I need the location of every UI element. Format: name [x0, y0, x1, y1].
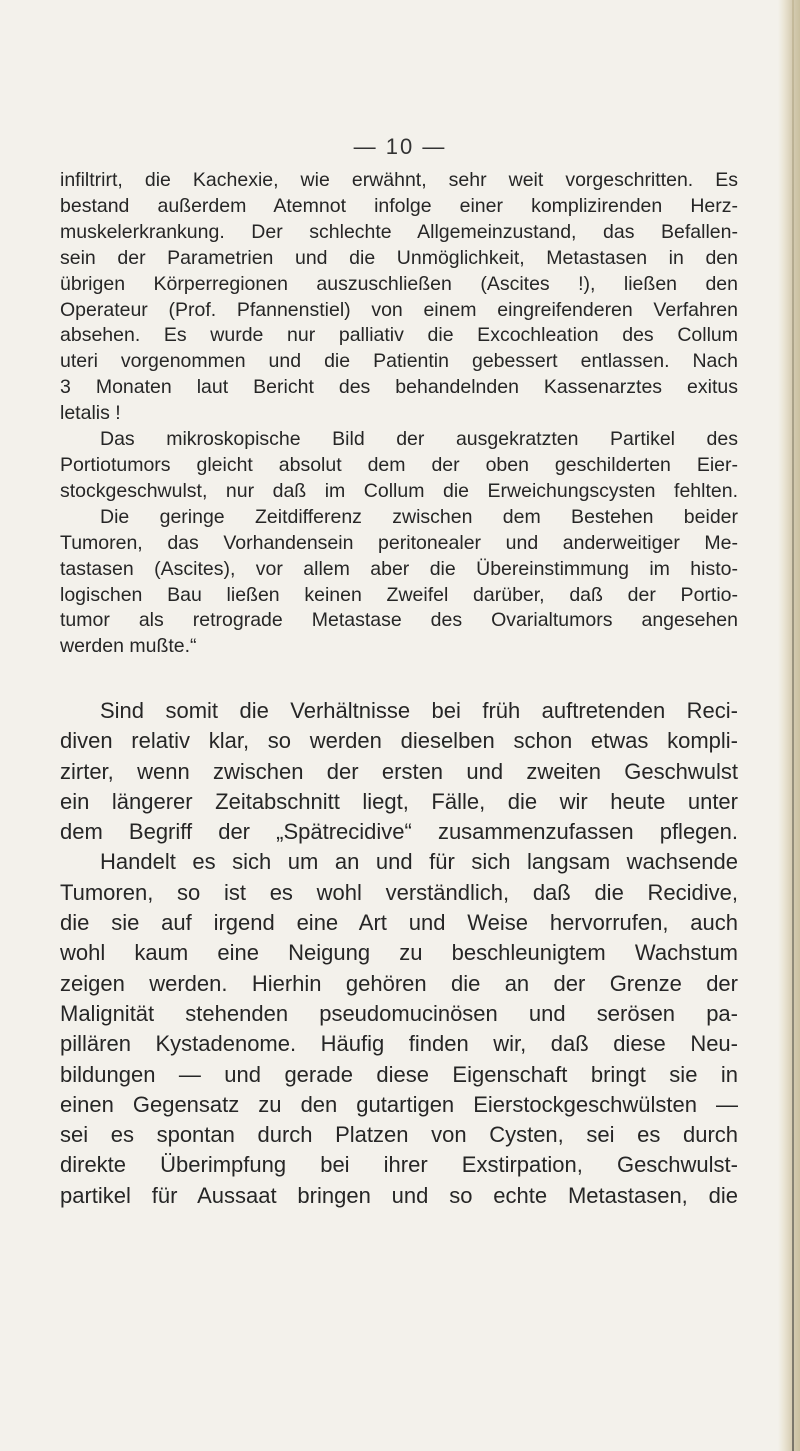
quote-line: Portiotumors gleicht absolut dem der oben geschilderten Eier-	[60, 453, 738, 476]
quote-line: tumor als retrograde Metastase des Ovarialtumors angesehen	[60, 609, 738, 632]
page-number: — 10 —	[353, 134, 447, 159]
quoted-case-report	[60, 168, 738, 660]
body-line: ein längerer Zeitabschnitt liegt, Fälle, die wir heute unter	[60, 788, 738, 814]
body-line: Sind somit die Verhältnisse bei früh auftretenden Reci-	[100, 698, 738, 723]
body-line: zeigen werden. Hierhin gehören die an der Grenze der	[60, 970, 738, 996]
quote-line: Tumoren, das Vorhandensein peritonealer und anderweitiger Me-	[60, 531, 738, 554]
quote-line: absehen. Es wurde nur palliativ die Excochleation des Collum	[60, 324, 738, 347]
body-line: einen Gegensatz zu den gutartigen Eierstockgeschwülsten —	[60, 1091, 738, 1117]
quote-line: werden mußte.“	[60, 635, 197, 658]
quote-line: tastasen (Ascites), vor allem aber die Übereinstimmung im histo-	[60, 557, 738, 580]
body-line: Malignität stehenden pseudomucinösen und serösen pa-	[60, 1000, 738, 1026]
quote-line: übrigen Körperregionen auszuschließen (Ascites !), ließen den	[60, 272, 738, 295]
page-edge-shadow	[778, 0, 800, 1451]
body-line: dem Begriff der „Spätrecidive“ zusammenzufassen pflegen.	[60, 819, 738, 845]
quote-line: muskelerkrankung. Der schlechte Allgemeinzustand, das Befallen-	[60, 220, 738, 243]
body-line: Tumoren, so ist es wohl verständlich, daß die Recidive,	[60, 879, 738, 905]
quote-line: Operateur (Prof. Pfannenstiel) von einem eingreifenderen Verfahren	[60, 298, 738, 321]
quote-line: letalis !	[60, 402, 121, 425]
quote-line: bestand außerdem Atemnot infolge einer komplizirenden Herz-	[60, 194, 738, 217]
quote-line: sein der Parametrien und die Unmöglichkeit, Metastasen in den	[60, 246, 738, 269]
body-line: sei es spontan durch Platzen von Cysten, sei es durch	[60, 1122, 738, 1148]
body-line: diven relativ klar, so werden dieselben schon etwas kompli-	[60, 728, 738, 754]
body-line: direkte Überimpfung bei ihrer Exstirpation, Geschwulst-	[60, 1152, 738, 1178]
body-line: wohl kaum eine Neigung zu beschleunigtem Wachstum	[60, 940, 738, 966]
body-line: partikel für Aussaat bringen und so echte Metastasen, die	[60, 1182, 738, 1208]
body-line: pillären Kystadenome. Häufig finden wir, daß diese Neu-	[60, 1031, 738, 1057]
body-line: die sie auf irgend eine Art und Weise hervorrufen, auch	[60, 910, 738, 936]
body-line: Handelt es sich um an und für sich langsam wachsende	[100, 849, 738, 875]
quote-line: infiltrirt, die Kachexie, wie erwähnt, sehr weit vorgeschritten. Es	[60, 169, 738, 191]
body-line: zirter, wenn zwischen der ersten und zweiten Geschwulst	[60, 758, 738, 784]
quote-line: Die geringe Zeitdifferenz zwischen dem Bestehen beider	[100, 505, 738, 528]
quote-line: uteri vorgenommen und die Patientin gebessert entlassen. Nach	[60, 350, 738, 373]
quote-line: Das mikroskopische Bild der ausgekratzten Partikel des	[100, 428, 738, 451]
main-paragraph	[60, 696, 738, 1211]
quote-line: logischen Bau ließen keinen Zweifel darüber, daß der Portio-	[60, 583, 738, 606]
quote-line: 3 Monaten laut Bericht des behandelnden Kassenarztes exitus	[60, 376, 738, 399]
quote-line: stockgeschwulst, nur daß im Collum die Erweichungscysten fehlten.	[60, 479, 738, 502]
book-binding-edge	[792, 0, 794, 1451]
body-line: bildungen — und gerade diese Eigenschaft bringt sie in	[60, 1061, 738, 1087]
